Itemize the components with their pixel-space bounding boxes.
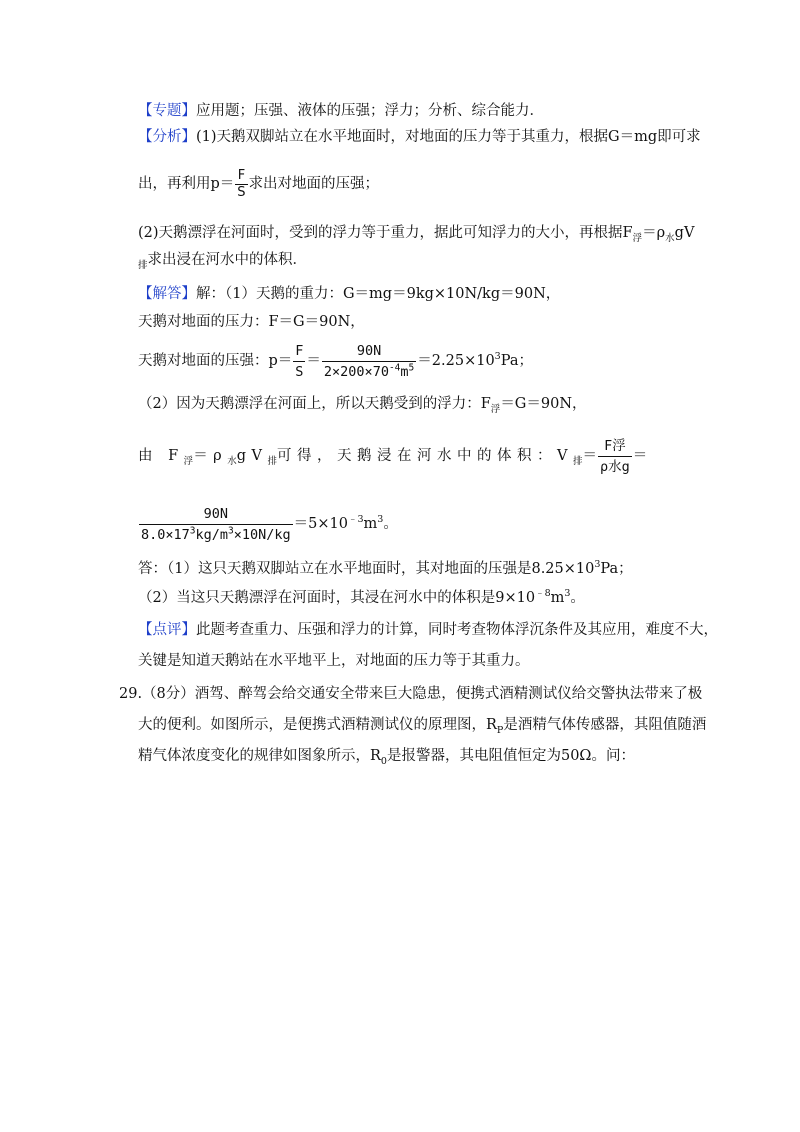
subscript-fu: 浮 xyxy=(183,455,194,467)
solution-text-5a: 由 F xyxy=(138,448,184,464)
fraction-denominator xyxy=(322,362,416,382)
solution-line-1 xyxy=(138,284,560,304)
subscript-pai: 排 xyxy=(573,455,583,467)
subscript-fu: 浮 xyxy=(490,403,501,415)
analysis-text-3b: ＝ρ xyxy=(642,225,666,241)
subscript-pai: 排 xyxy=(267,455,278,467)
analysis-line-4 xyxy=(138,250,307,270)
special-topic-line xyxy=(138,101,544,121)
equals-sign: ＝ xyxy=(306,353,321,369)
solution-text-3b: ＝2.25×10 xyxy=(417,353,495,369)
question-29-text-3: 精气体浓度变化的规律如图象所示，R xyxy=(138,748,381,764)
comment-text-1: 此题考查重力、压强和浮力的计算，同时考查物体浮沉条件及其应用，难度不大， xyxy=(196,622,718,638)
period: 。 xyxy=(570,590,585,606)
question-29-line-2 xyxy=(138,715,706,735)
solution-text-4b: ＝G＝90N， xyxy=(500,396,587,412)
answer-text-2b: m xyxy=(550,590,565,606)
solution-text-5b: ＝ρ xyxy=(193,448,228,464)
fraction-denominator: ρ水g xyxy=(600,458,630,475)
solution-line-5 xyxy=(138,434,647,478)
fraction-volume xyxy=(139,504,293,545)
analysis-text-1: (1)天鹅双脚站立在水平地面时，对地面的压力等于其重力，根据G＝mg即可求 xyxy=(196,129,701,145)
solution-line-4 xyxy=(138,394,587,414)
analysis-line-3 xyxy=(138,223,694,243)
special-topic-tag: 【专题】 xyxy=(138,103,196,119)
unit-exponent: 3 xyxy=(377,514,384,526)
answer-text-2: （2）当这只天鹅漂浮在河面时，其浸在河水中的体积是9×10 xyxy=(138,590,536,606)
comment-text-2: 关键是知道天鹅站在水平地平上，对地面的压力等于其重力。 xyxy=(138,653,530,669)
answer-text-1: 答：（1）这只天鹅双脚站立在水平地面时，其对地面的压强是8.25×10 xyxy=(138,561,595,577)
fraction-numerator: F浮 xyxy=(598,436,632,457)
exponent: ﹣3 xyxy=(348,514,364,526)
comment-line-1 xyxy=(138,620,718,640)
solution-line-6 xyxy=(138,500,398,548)
fraction-numerator: F xyxy=(293,341,305,362)
fraction-f-over-s-2 xyxy=(293,341,305,382)
subscript-p: P xyxy=(496,724,504,736)
denominator-base: 2×200×70 xyxy=(323,363,389,380)
denominator-exponent-2: 3 xyxy=(228,525,234,536)
fraction-numerator: F xyxy=(235,168,247,185)
subscript-shui: 水 xyxy=(227,455,237,467)
solution-text-4: （2）因为天鹅漂浮在河面上，所以天鹅受到的浮力：F xyxy=(138,396,491,412)
question-29-line-3 xyxy=(138,746,635,766)
question-29-text-1: 29.（8分）酒驾、醉驾会给交通安全带来巨大隐患，便携式酒精测试仪给交警执法带来了极 xyxy=(119,686,703,702)
exponent: 3 xyxy=(494,351,501,363)
exponent: 3 xyxy=(594,559,601,571)
analysis-text-2a: 出，再利用p＝ xyxy=(138,176,235,192)
subscript-shui: 水 xyxy=(665,232,675,244)
analysis-tag: 【分析】 xyxy=(138,129,196,145)
denominator-part-a: 8.0×17 xyxy=(141,526,190,543)
analysis-text-4: 求出浸在河水中的体积． xyxy=(147,252,308,268)
question-29-line-1 xyxy=(119,684,702,704)
denominator-exponent: -4 xyxy=(388,362,401,373)
subscript-fu: 浮 xyxy=(632,232,643,244)
equals-sign: ＝ xyxy=(632,448,648,464)
comment-tag: 【点评】 xyxy=(138,622,196,638)
equals-sign: ＝ xyxy=(582,448,598,464)
denominator-part-c: ×10N/kg xyxy=(233,526,291,543)
question-29-text-2: 大的便利。如图所示，是便携式酒精测试仪的原理图，R xyxy=(138,717,497,733)
analysis-line-2 xyxy=(138,162,379,206)
subscript-pai: 排 xyxy=(138,259,148,271)
answer-line-1 xyxy=(138,559,633,579)
denominator-unit-exponent: 5 xyxy=(408,362,415,373)
answer-line-2 xyxy=(138,588,585,608)
analysis-text-3: (2)天鹅漂浮在河面时，受到的浮力等于重力，据此可知浮力的大小，再根据F xyxy=(138,225,633,241)
fraction-numerator: 90N xyxy=(139,504,293,525)
solution-text-6b: m xyxy=(363,516,378,532)
exponent: ﹣8 xyxy=(535,588,551,600)
solution-line-2 xyxy=(138,312,365,332)
subscript-0: 0 xyxy=(380,755,387,767)
solution-text-3c: Pa； xyxy=(500,353,533,369)
fraction-denominator: S xyxy=(237,184,246,200)
question-29-text-3b: 是报警器，其电阻值恒定为50Ω。问： xyxy=(386,748,635,764)
solution-tag: 【解答】 xyxy=(138,286,196,302)
special-topic-text: 应用题；压强、液体的压强；浮力；分析、综合能力． xyxy=(196,103,544,119)
solution-text-2: 天鹅对地面的压力：F＝G＝90N， xyxy=(138,314,365,330)
solution-line-3 xyxy=(138,339,533,383)
fraction-numerator: 90N xyxy=(322,341,416,362)
fraction-buoyancy xyxy=(598,436,632,477)
fraction-pressure xyxy=(322,341,416,382)
solution-text-5c: gV xyxy=(236,448,268,464)
fraction-denominator xyxy=(139,525,293,545)
analysis-text-2b: 求出对地面的压强； xyxy=(248,176,380,192)
fraction-denominator: S xyxy=(295,363,304,380)
solution-text-3a: 天鹅对地面的压强：p＝ xyxy=(138,353,293,369)
solution-text-6a: ＝5×10 xyxy=(293,516,348,532)
denominator-exponent-1: 3 xyxy=(189,525,196,536)
analysis-line-1 xyxy=(138,127,701,147)
solution-text-5d: 可得，天鹅浸在河水中的体积：V xyxy=(277,448,573,464)
comment-line-2 xyxy=(138,651,530,671)
analysis-text-3c: gV xyxy=(674,225,695,241)
answer-text-1b: Pa； xyxy=(600,561,633,577)
unit-exponent: 3 xyxy=(564,588,571,600)
fraction-f-over-s xyxy=(235,168,247,201)
denominator-unit: m xyxy=(400,363,409,380)
solution-text-1: 解：（1）天鹅的重力：G＝mg＝9kg×10N/kg＝90N， xyxy=(196,286,561,302)
period: 。 xyxy=(383,516,398,532)
question-29-text-2b: 是酒精气体传感器，其阻值随酒 xyxy=(503,717,707,733)
denominator-part-b: kg/m xyxy=(195,526,229,543)
